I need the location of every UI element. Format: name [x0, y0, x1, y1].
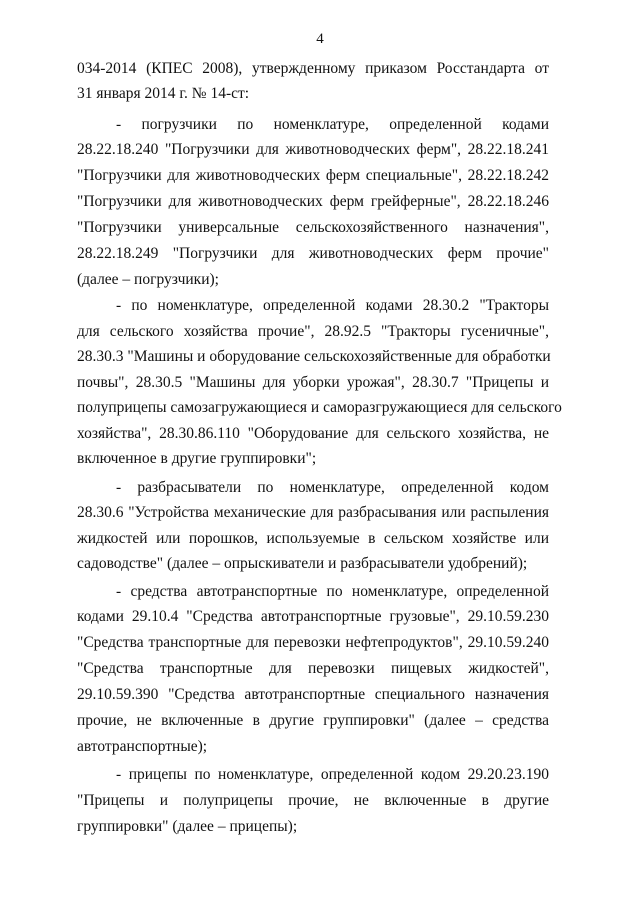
text-line: 28.30.3 "Машины и оборудование сельскохозяйственные для обработки [77, 348, 551, 365]
text-line: 034-2014 (КПЕС 2008), утвержденному приказом Росстандарта от [77, 60, 549, 77]
text-line: 28.22.18.240 "Погрузчики для животноводческих ферм", 28.22.18.241 [77, 141, 549, 158]
list-item-line: - погрузчики по номенклатуре, определенной кодами [116, 116, 549, 133]
text-line: включенное в другие группировки"; [77, 450, 317, 467]
text-line: "Погрузчики для животноводческих ферм специальные", 28.22.18.242 [77, 167, 549, 184]
text-line: 29.10.59.390 "Средства автотранспортные специального назначения [77, 686, 549, 703]
text-line: прочие, не включенные в другие группировки" (далее – средства [77, 712, 549, 729]
text-line: жидкостей или порошков, используемые в сельском хозяйстве или [77, 530, 549, 547]
text-line: (далее – погрузчики); [77, 271, 219, 288]
list-item-line: - по номенклатуре, определенной кодами 28.30.2 "Тракторы [116, 297, 549, 314]
text-line: почвы", 28.30.5 "Машины для уборки урожая", 28.30.7 "Прицепы и [77, 374, 549, 391]
text-line: 31 января 2014 г. № 14-ст: [77, 85, 250, 102]
text-line: "Прицепы и полуприцепы прочие, не включенные в другие [77, 792, 549, 809]
page-number: 4 [316, 31, 324, 47]
list-item-line: - средства автотранспортные по номенклатуре, определенной [116, 583, 549, 600]
text-line: "Средства транспортные для перевозки нефтепродуктов", 29.10.59.240 [77, 634, 549, 651]
text-line: хозяйства", 28.30.86.110 "Оборудование для сельского хозяйства, не [77, 425, 549, 442]
text-line: "Погрузчики для животноводческих ферм грейферные", 28.22.18.246 [77, 193, 549, 210]
text-line: кодами 29.10.4 "Средства автотранспортные грузовые", 29.10.59.230 [77, 608, 549, 625]
text-line: группировки" (далее – прицепы); [77, 818, 298, 835]
text-line: "Погрузчики универсальные сельскохозяйственного назначения", [77, 219, 549, 236]
list-item-line: - прицепы по номенклатуре, определенной кодом 29.20.23.190 [116, 766, 549, 783]
text-line: для сельского хозяйства прочие", 28.92.5 "Тракторы гусеничные", [77, 323, 549, 340]
text-line: 28.30.6 "Устройства механические для разбрасывания или распыления [77, 504, 549, 521]
text-line: автотранспортные); [77, 738, 208, 755]
list-item-line: - разбрасыватели по номенклатуре, определенной кодом [116, 479, 549, 496]
text-line: полуприцепы самозагружающиеся и саморазгружающиеся для сельского [77, 399, 562, 416]
text-line: садоводстве" (далее – опрыскиватели и разбрасыватели удобрений); [77, 555, 528, 572]
text-line: "Средства транспортные для перевозки пищевых жидкостей", [77, 660, 549, 677]
text-line: 28.22.18.249 "Погрузчики для животноводческих ферм прочие" [77, 245, 549, 262]
